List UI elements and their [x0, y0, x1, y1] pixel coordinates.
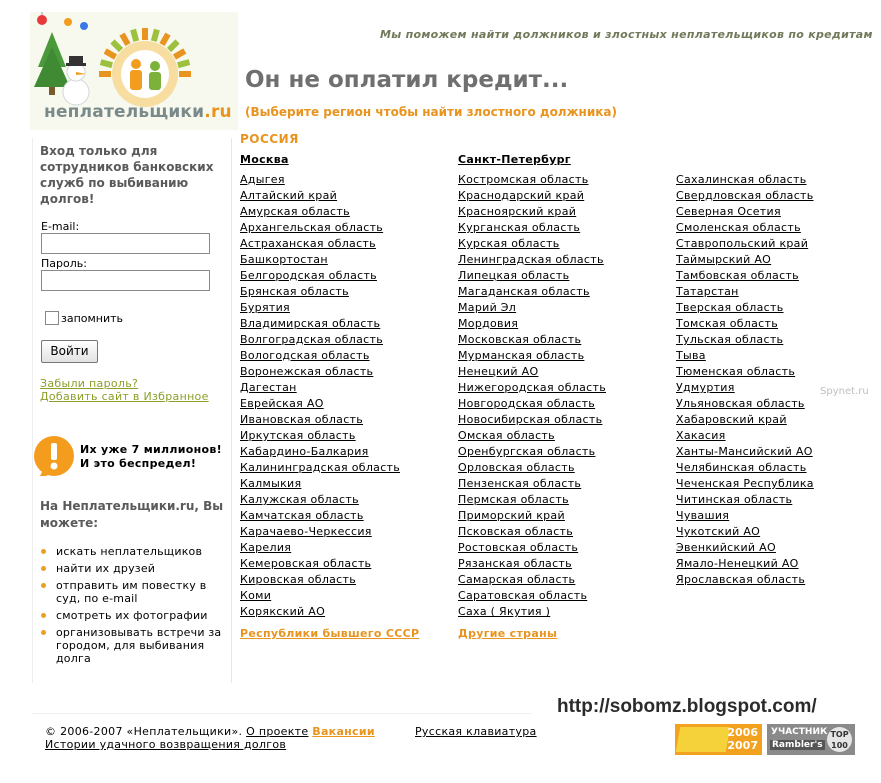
- region-link-moscow[interactable]: Москва: [240, 153, 289, 166]
- region-link[interactable]: Адыгея: [240, 173, 285, 186]
- watermark-url: http://sobomz.blogspot.com/: [557, 696, 817, 717]
- logo-illustration-icon: [30, 12, 238, 107]
- region-link[interactable]: Пензенская область: [458, 477, 582, 490]
- rambler-member-text: УЧАСТНИК: [771, 727, 828, 737]
- promo-text: [80, 443, 222, 471]
- region-link[interactable]: Астраханская область: [240, 237, 376, 250]
- feature-item: искать неплательщиков: [40, 545, 230, 558]
- region-link[interactable]: Новосибирская область: [458, 413, 603, 426]
- logo-text: неплательщики.ru: [44, 102, 232, 122]
- region-link[interactable]: Тамбовская область: [676, 269, 799, 282]
- region-link[interactable]: Пермская область: [458, 493, 569, 506]
- region-link[interactable]: Мурманская область: [458, 349, 585, 362]
- top100-circle: [827, 727, 852, 752]
- years-badge[interactable]: [675, 724, 762, 755]
- top-text: TOP: [830, 730, 849, 739]
- region-link[interactable]: Коми: [240, 589, 272, 602]
- forgot-password-link[interactable]: Забыли пароль?: [40, 377, 139, 390]
- other-countries-link[interactable]: Другие страны: [458, 627, 558, 640]
- region-link[interactable]: Владимирская область: [240, 317, 381, 330]
- site-logo[interactable]: [30, 12, 238, 130]
- feature-item: смотреть их фотографии: [40, 609, 230, 622]
- region-link[interactable]: Ямало-Ненецкий АО: [676, 557, 799, 570]
- page-subtitle: (Выберите регион чтобы найти злостного должника): [245, 105, 617, 119]
- region-link[interactable]: Кировская область: [240, 573, 357, 586]
- region-link[interactable]: Кемеровская область: [240, 557, 372, 570]
- region-link[interactable]: Алтайский край: [240, 189, 338, 202]
- region-column-3: [676, 172, 814, 588]
- region-link[interactable]: Калмыкия: [240, 477, 302, 490]
- region-link[interactable]: Московская область: [458, 333, 582, 346]
- region-link[interactable]: Удмуртия: [676, 381, 735, 394]
- region-link[interactable]: Хакасия: [676, 429, 726, 442]
- password-label: Пароль:: [41, 257, 87, 270]
- region-link[interactable]: Чеченская Республика: [676, 477, 814, 490]
- region-column-1: [240, 172, 400, 620]
- rambler-top100-badge[interactable]: [767, 724, 855, 755]
- region-link[interactable]: Корякский АО: [240, 605, 326, 618]
- region-link[interactable]: Амурская область: [240, 205, 350, 218]
- region-link[interactable]: Томская область: [676, 317, 779, 330]
- region-link[interactable]: Свердловская область: [676, 189, 814, 202]
- add-favorites-link[interactable]: Добавить сайт в Избранное: [40, 390, 209, 403]
- region-link[interactable]: Саратовская область: [458, 589, 588, 602]
- region-link[interactable]: Ивановская область: [240, 413, 364, 426]
- region-link[interactable]: Бурятия: [240, 301, 290, 314]
- tagline: Мы поможем найти должников и злостных неплательщиков по кредитам: [380, 28, 873, 41]
- badge-decor: [676, 727, 730, 752]
- keyboard-link[interactable]: Русская клавиатура: [415, 725, 537, 738]
- footer-divider: [32, 713, 532, 714]
- region-link[interactable]: Брянская область: [240, 285, 349, 298]
- region-link[interactable]: Курганская область: [458, 221, 581, 234]
- region-link[interactable]: Читинская область: [676, 493, 793, 506]
- region-link[interactable]: Смоленская область: [676, 221, 801, 234]
- region-link[interactable]: Ставропольский край: [676, 237, 809, 250]
- region-column-2: [458, 172, 606, 620]
- feature-item: найти их друзей: [40, 562, 230, 575]
- region-link[interactable]: Нижегородская область: [458, 381, 606, 394]
- region-link[interactable]: Ненецкий АО: [458, 365, 539, 378]
- region-link[interactable]: Ростовская область: [458, 541, 579, 554]
- sidebar-divider: [231, 138, 232, 683]
- region-link[interactable]: Самарская область: [458, 573, 576, 586]
- exclamation-glyph-icon: [34, 436, 74, 476]
- region-link[interactable]: Красноярский край: [458, 205, 577, 218]
- region-link[interactable]: Воронежская область: [240, 365, 374, 378]
- region-link[interactable]: Липецкая область: [458, 269, 570, 282]
- region-link[interactable]: Эвенкийский АО: [676, 541, 776, 554]
- region-link[interactable]: Оренбургская область: [458, 445, 596, 458]
- region-link[interactable]: Тверская область: [676, 301, 784, 314]
- region-link[interactable]: Магаданская область: [458, 285, 590, 298]
- region-link[interactable]: Краснодарский край: [458, 189, 585, 202]
- year-start: 2006: [727, 726, 758, 739]
- copyright-text: © 2006-2007 «Неплательщики».: [45, 725, 243, 738]
- email-field[interactable]: [41, 233, 210, 254]
- exclamation-icon: [34, 436, 74, 476]
- vacancies-link[interactable]: Вакансии: [312, 725, 375, 738]
- region-link[interactable]: Ульяновская область: [676, 397, 805, 410]
- region-link[interactable]: Приморский край: [458, 509, 565, 522]
- feature-item: отправить им повестку в суд, по e-mail: [40, 579, 230, 605]
- features-list: [40, 545, 230, 669]
- region-link[interactable]: Тыва: [676, 349, 706, 362]
- remember-label: запомнить: [61, 312, 124, 325]
- login-title: Вход только для сотрудников банковских служб по выбиванию долгов!: [40, 144, 214, 206]
- region-link[interactable]: Карелия: [240, 541, 292, 554]
- region-link[interactable]: Курская область: [458, 237, 560, 250]
- remember-checkbox[interactable]: [45, 311, 59, 325]
- region-link[interactable]: Белгородская область: [240, 269, 377, 282]
- rambler-name: Rambler's: [772, 740, 823, 750]
- footer: [45, 725, 375, 738]
- years-text: [727, 726, 758, 752]
- region-link[interactable]: Сахалинская область: [676, 173, 807, 186]
- region-link[interactable]: Марий Эл: [458, 301, 517, 314]
- region-link[interactable]: Чувашия: [676, 509, 730, 522]
- region-link[interactable]: Саха ( Якутия ): [458, 605, 551, 618]
- ussr-republics-link[interactable]: Республики бывшего СССР: [240, 627, 420, 640]
- region-link[interactable]: Псковская область: [458, 525, 574, 538]
- feature-item: организовывать встречи за городом, для выбивания долга: [40, 626, 230, 665]
- promo-line-1: Их уже 7 миллионов!: [80, 443, 222, 456]
- region-link[interactable]: Ленинградская область: [458, 253, 604, 266]
- region-link[interactable]: Северная Осетия: [676, 205, 781, 218]
- region-link[interactable]: Иркутская область: [240, 429, 356, 442]
- region-link[interactable]: Ханты-Мансийский АО: [676, 445, 813, 458]
- region-link[interactable]: Еврейская АО: [240, 397, 324, 410]
- region-link[interactable]: Рязанская область: [458, 557, 572, 570]
- region-link[interactable]: Кабардино-Балкария: [240, 445, 369, 458]
- region-link[interactable]: Тюменская область: [676, 365, 796, 378]
- page-title: Он не оплатил кредит...: [245, 67, 569, 93]
- region-link[interactable]: Карачаево-Черкессия: [240, 525, 372, 538]
- region-link[interactable]: Камчатская область: [240, 509, 364, 522]
- region-link[interactable]: Костромская область: [458, 173, 589, 186]
- about-link[interactable]: О проекте: [246, 725, 309, 738]
- region-link[interactable]: Орловская область: [458, 461, 575, 474]
- region-link[interactable]: Калужская область: [240, 493, 359, 506]
- region-link[interactable]: Челябинская область: [676, 461, 807, 474]
- region-link[interactable]: Вологодская область: [240, 349, 370, 362]
- top-number: 100: [831, 741, 848, 750]
- features-title: На Неплательщики.ru, Вы можете:: [40, 499, 224, 530]
- region-link[interactable]: Хабаровский край: [676, 413, 787, 426]
- login-button[interactable]: Войти: [41, 340, 98, 363]
- promo-line-2: И это беспредел!: [80, 457, 197, 470]
- region-link-spb[interactable]: Санкт-Петербург: [458, 153, 571, 166]
- email-label: E-mail:: [41, 220, 80, 233]
- success-stories-link[interactable]: Истории удачного возвращения долгов: [45, 738, 287, 751]
- region-link[interactable]: Таймырский АО: [676, 253, 772, 266]
- year-end: 2007: [727, 739, 758, 752]
- country-heading: РОССИЯ: [240, 132, 299, 146]
- region-link[interactable]: Ярославская область: [676, 573, 806, 586]
- region-link[interactable]: Архангельская область: [240, 221, 384, 234]
- region-link[interactable]: Дагестан: [240, 381, 297, 394]
- region-link[interactable]: Мордовия: [458, 317, 519, 330]
- watermark-spynet: Spynet.ru: [820, 386, 869, 397]
- region-link[interactable]: Волгоградская область: [240, 333, 383, 346]
- region-link[interactable]: Тульская область: [676, 333, 784, 346]
- region-link[interactable]: Татарстан: [676, 285, 739, 298]
- region-link[interactable]: Калининградская область: [240, 461, 401, 474]
- password-field[interactable]: [41, 270, 210, 291]
- sidebar-left-border: [32, 138, 33, 683]
- region-link[interactable]: Чукотский АО: [676, 525, 761, 538]
- region-link[interactable]: Башкортостан: [240, 253, 328, 266]
- region-link[interactable]: Омская область: [458, 429, 555, 442]
- region-link[interactable]: Новгородская область: [458, 397, 596, 410]
